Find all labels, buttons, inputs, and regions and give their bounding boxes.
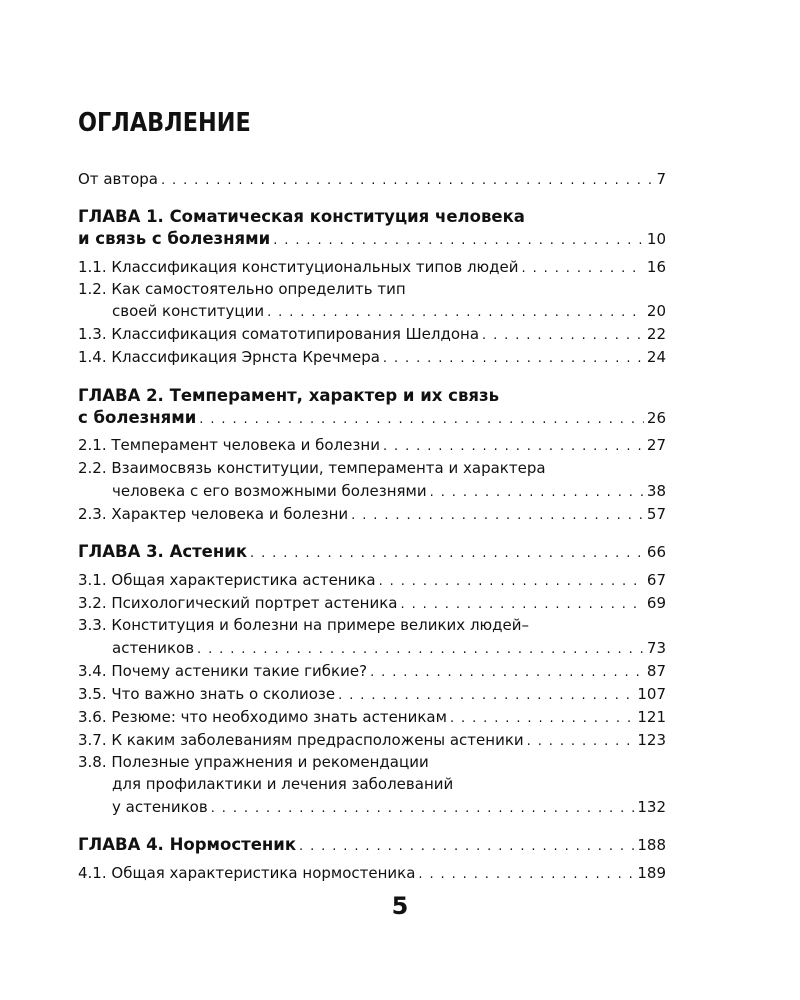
chapter-title: ГЛАВА 4. Нормостеник — [78, 835, 297, 854]
entry-page: 69 — [646, 594, 666, 612]
toc-entry — [78, 592, 666, 614]
chapter-heading — [78, 385, 666, 407]
entry-title: для профилактики и лечения заболеваний — [112, 775, 454, 793]
entry-page: 132 — [637, 798, 666, 816]
leader-dots — [211, 798, 635, 820]
leader-dots — [161, 170, 653, 192]
entry-title: 3.2. Психологический портрет астеника — [78, 594, 398, 612]
leader-dots — [379, 571, 644, 593]
entry-title: 1.3. Классификация соматотипирования Шелдона — [78, 325, 480, 343]
toc-entry — [112, 773, 666, 795]
leader-dots — [267, 302, 644, 324]
entry-title: у астеников — [112, 798, 208, 816]
entry-page: 24 — [646, 348, 666, 366]
entry-page: 66 — [646, 543, 666, 561]
chapter-title: с болезнями — [78, 408, 197, 427]
entry-title: 3.1. Общая характеристика астеника — [78, 571, 376, 589]
leader-dots — [199, 409, 644, 431]
chapter-title: ГЛАВА 1. Соматическая конституция человека — [78, 207, 525, 226]
leader-dots — [401, 594, 644, 616]
toc-entry — [78, 503, 666, 525]
entry-title: 1.4. Классификация Эрнста Кречмера — [78, 348, 380, 366]
entry-page: 123 — [637, 731, 666, 749]
entry-page: 27 — [646, 436, 666, 454]
leader-dots — [450, 708, 634, 730]
toc-heading: ОГЛАВЛЕНИЕ — [78, 108, 251, 138]
entry-title: От автора — [78, 170, 158, 188]
entry-title: 3.4. Почему астеники такие гибкие? — [78, 662, 368, 680]
entry-title: 3.7. К каким заболеваниям предрасположены астеники — [78, 731, 524, 749]
toc-entry — [78, 457, 666, 479]
toc-entry — [78, 168, 666, 190]
entry-page: 38 — [646, 482, 666, 500]
leader-dots — [482, 325, 644, 347]
entry-title: 3.3. Конституция и болезни на примере великих людей– — [78, 616, 530, 634]
toc-entry — [78, 278, 666, 300]
entry-page: 121 — [637, 708, 666, 726]
toc-entry — [78, 729, 666, 751]
entry-page: 73 — [646, 639, 666, 657]
toc-entry — [78, 323, 666, 345]
entry-title: астеников — [112, 639, 195, 657]
entry-page: 10 — [646, 230, 666, 248]
entry-page: 107 — [637, 685, 666, 703]
entry-title: 1.2. Как самостоятельно определить тип — [78, 280, 406, 298]
entry-title: своей конституции — [112, 302, 265, 320]
entry-page: 189 — [637, 864, 666, 882]
toc-entry — [78, 434, 666, 456]
leader-dots — [418, 864, 634, 886]
toc-entry — [78, 706, 666, 728]
chapter-heading — [78, 541, 666, 563]
toc-entry — [78, 407, 666, 429]
entry-page: 57 — [646, 505, 666, 523]
leader-dots — [273, 230, 644, 252]
entry-title: 1.1. Классификация конституциональных типов людей — [78, 258, 519, 276]
entry-page: 7 — [656, 170, 666, 188]
toc-entry — [112, 796, 666, 818]
entry-page: 20 — [646, 302, 666, 320]
entry-title: 2.1. Темперамент человека и болезни — [78, 436, 380, 454]
chapter-title: ГЛАВА 3. Астеник — [78, 542, 248, 561]
entry-title: 3.6. Резюме: что необходимо знать астеникам — [78, 708, 447, 726]
toc-entry — [78, 751, 666, 773]
entry-page: 26 — [646, 409, 666, 427]
leader-dots — [299, 836, 634, 858]
toc-entry — [78, 683, 666, 705]
entry-title: 3.8. Полезные упражнения и рекомендации — [78, 753, 429, 771]
leader-dots — [197, 639, 644, 661]
leader-dots — [370, 662, 644, 684]
toc-entry — [78, 862, 666, 884]
toc-entry — [112, 637, 666, 659]
toc-entry — [78, 614, 666, 636]
toc-entry — [78, 660, 666, 682]
toc-entry — [78, 346, 666, 368]
leader-dots — [430, 482, 644, 504]
chapter-title: и связь с болезнями — [78, 229, 271, 248]
toc-entry — [78, 256, 666, 278]
toc-entry — [78, 569, 666, 591]
entry-title: человека с его возможными болезнями — [112, 482, 427, 500]
toc-entry — [112, 480, 666, 502]
leader-dots — [527, 731, 635, 753]
leader-dots — [338, 685, 634, 707]
entry-page: 188 — [637, 836, 666, 854]
leader-dots — [383, 436, 644, 458]
entry-title: 4.1. Общая характеристика нормостеника — [78, 864, 416, 882]
entry-title: 3.5. Что важно знать о сколиозе — [78, 685, 336, 703]
leader-dots — [522, 258, 644, 280]
entry-page: 16 — [646, 258, 666, 276]
toc-entry — [112, 300, 666, 322]
entry-title: 2.2. Взаимосвязь конституции, темперамента и характера — [78, 459, 546, 477]
chapter-heading — [78, 834, 666, 856]
entry-page: 22 — [646, 325, 666, 343]
leader-dots — [250, 543, 644, 565]
entry-page: 87 — [646, 662, 666, 680]
leader-dots — [351, 505, 644, 527]
chapter-title: ГЛАВА 2. Темперамент, характер и их связь — [78, 386, 500, 405]
toc-entry — [78, 228, 666, 250]
entry-page: 67 — [646, 571, 666, 589]
chapter-heading — [78, 206, 666, 228]
leader-dots — [383, 348, 644, 370]
entry-title: 2.3. Характер человека и болезни — [78, 505, 349, 523]
page-number: 5 — [391, 892, 409, 920]
